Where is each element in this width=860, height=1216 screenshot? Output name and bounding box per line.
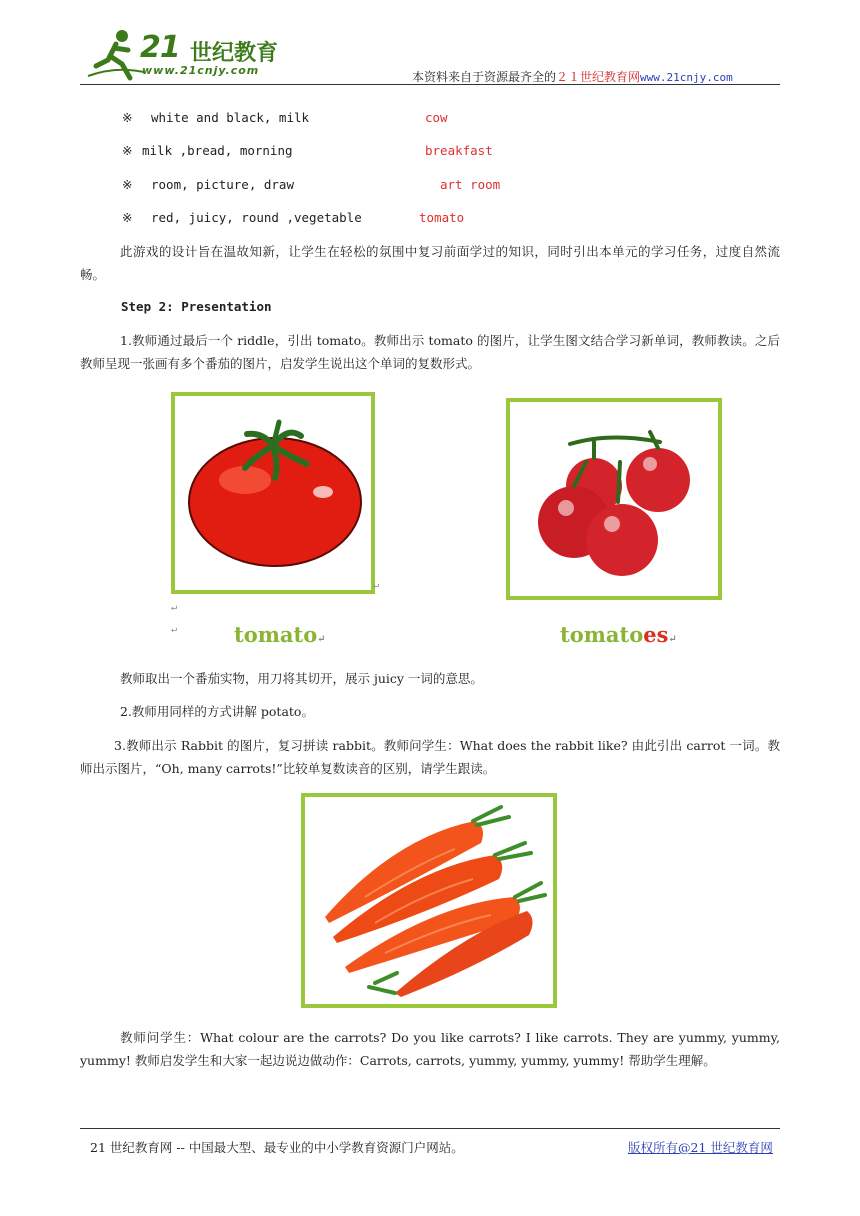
logo-number: 21: [140, 30, 180, 65]
paragraph-mark: ↵: [373, 580, 380, 591]
riddle-clue: red, juicy, round ,vegetable: [151, 210, 362, 225]
paragraph-potato: 2.教师用同样的方式讲解 potato。: [120, 704, 314, 719]
tomato-illustration: [175, 396, 371, 590]
riddle-clue: white and black, milk: [151, 110, 310, 125]
riddle-mark: ※: [122, 110, 133, 125]
riddle-answer: tomato: [419, 210, 465, 225]
label-tomato: tomato↵: [234, 622, 326, 647]
header-note: [412, 68, 733, 85]
footer-copyright-link[interactable]: 版权所有@21 世纪教育网: [628, 1140, 773, 1155]
logo-url: www.21cnjy.com: [142, 64, 260, 77]
carrots-illustration: [305, 797, 553, 1004]
riddle-mark: ※: [122, 210, 133, 225]
label-tomatoes: tomatoes↵: [560, 622, 677, 647]
paragraph-carrot-colour: 教师问学生：What colour are the carrots? Do you like carrots? I like carrots. They are yummy, yummy, yummy! 教师启发学生和大家一起边说边做动作：Carrots, carrots, yummy, yummy, yummy! 帮助学生理解。: [80, 1030, 780, 1068]
paragraph-game-design: 此游戏的设计旨在温故知新，让学生在轻松的氛围中复习前面学过的知识，同时引出本单元的学习任务，过度自然流畅。: [80, 244, 780, 282]
footer-rule: [80, 1128, 780, 1129]
riddle-mark: ※: [122, 177, 133, 192]
tomatoes-illustration: [510, 402, 718, 596]
riddle-answer: art room: [440, 177, 501, 192]
header-note-link[interactable]: www.21cnjy.com: [640, 71, 733, 84]
label-tomatoes-suffix: es: [643, 622, 669, 647]
paragraph-carrot: 3.教师出示 Rabbit 的图片，复习拼读 rabbit。教师问学生：What does the rabbit like? 由此引出 carrot 一词。教师出示图片，“Oh, many carrots!”比较单复数读音的区别，请学生跟读。: [80, 738, 780, 776]
paragraph-tomato-intro: 1.教师通过最后一个 riddle，引出 tomato。教师出示 tomato 的图片，让学生图文结合学习新单词，教师教读。之后教师呈现一张画有多个番茄的图片，启发学生说出这个单词的复数形式。: [80, 333, 780, 371]
riddle-mark: ※: [122, 143, 133, 158]
carrots-image: [301, 793, 557, 1008]
label-tomatoes-base: tomato: [560, 622, 644, 647]
logo-text: 世纪教育: [190, 41, 279, 66]
paragraph-juicy: 教师取出一个番茄实物，用刀将其切开，展示 juicy 一词的意思。: [120, 671, 483, 686]
paragraph-mark: ↵: [171, 624, 178, 635]
riddle-clue: milk ,bread, morning: [142, 143, 293, 158]
header-rule: [80, 84, 780, 85]
runner-logo-icon: [86, 26, 146, 86]
riddle-answer: breakfast: [425, 143, 493, 158]
tomatoes-image: [506, 398, 722, 600]
label-tomato-text: tomato: [234, 622, 318, 647]
riddle-clue: room, picture, draw: [151, 177, 294, 192]
riddle-answer: cow: [425, 110, 448, 125]
header-note-prefix: 本资料来自于资源最齐全的: [412, 70, 557, 84]
footer-left: 21 世纪教育网 -- 中国最大型、最专业的中小学教育资源门户网站。: [90, 1140, 464, 1155]
header-note-brand: ２１世纪教育网: [556, 70, 641, 84]
step-heading: Step 2: Presentation: [121, 299, 272, 314]
tomato-image: [171, 392, 375, 594]
paragraph-mark: ↵: [171, 602, 178, 613]
